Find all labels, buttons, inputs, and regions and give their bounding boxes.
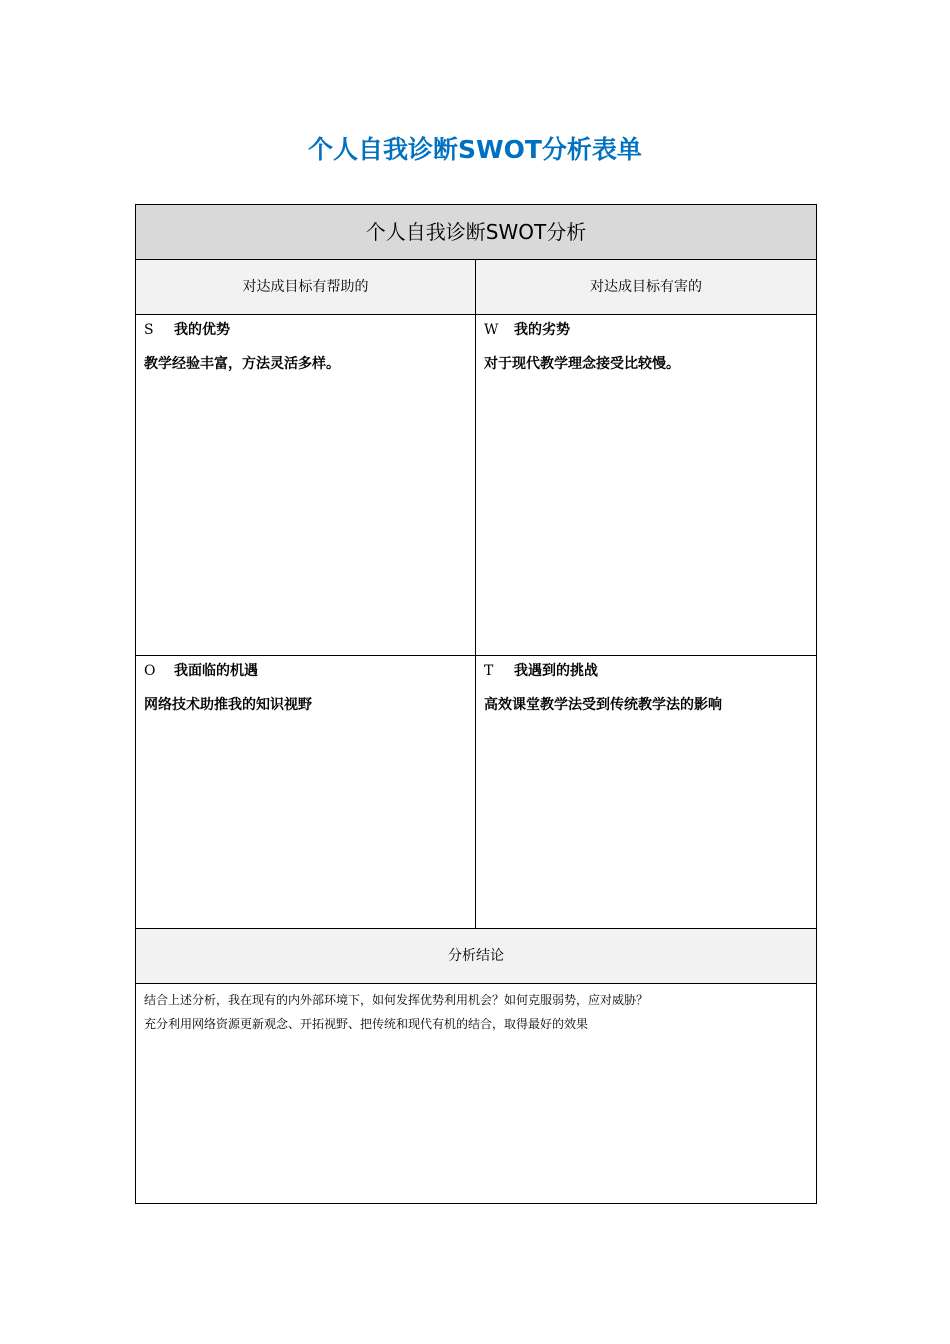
weaknesses-letter: W xyxy=(484,322,499,338)
conclusion-line-2: 充分利用网络资源更新观念、开拓视野、把传统和现代有机的结合，取得最好的效果 xyxy=(144,1017,589,1031)
threats-letter: T xyxy=(484,663,494,679)
harmful-column-header: 对达成目标有害的 xyxy=(476,260,817,315)
weaknesses-title: 我的劣势 xyxy=(514,322,570,338)
swot-table xyxy=(135,204,817,1204)
conclusion-heading: 分析结论 xyxy=(136,929,817,984)
strengths-title: 我的优势 xyxy=(174,322,230,338)
table-title: 个人自我诊断SWOT分析 xyxy=(136,205,817,260)
helpful-column-header: 对达成目标有帮助的 xyxy=(136,260,476,315)
opportunities-title: 我面临的机遇 xyxy=(174,663,258,679)
strengths-cell xyxy=(136,315,476,656)
opportunities-letter: O xyxy=(144,663,156,679)
opportunities-heading xyxy=(144,661,467,681)
strengths-letter: S xyxy=(144,322,154,338)
weaknesses-heading xyxy=(484,320,808,340)
weaknesses-cell xyxy=(476,315,817,656)
opportunities-content: 网络技术助推我的知识视野 xyxy=(144,697,312,713)
conclusion-cell xyxy=(136,984,817,1204)
strengths-heading xyxy=(144,320,467,340)
weaknesses-content: 对于现代教学理念接受比较慢。 xyxy=(484,356,680,372)
threats-content: 高效课堂教学法受到传统教学法的影响 xyxy=(484,697,722,713)
document-title: 个人自我诊断SWOT分析表单 xyxy=(308,135,642,164)
threats-title: 我遇到的挑战 xyxy=(514,663,598,679)
threats-heading xyxy=(484,661,808,681)
threats-cell xyxy=(476,656,817,929)
strengths-content: 教学经验丰富，方法灵活多样。 xyxy=(144,356,340,372)
opportunities-cell xyxy=(136,656,476,929)
conclusion-line-1: 结合上述分析，我在现有的内外部环境下，如何发挥优势利用机会？如何克服弱势，应对威胁？ xyxy=(144,993,649,1007)
